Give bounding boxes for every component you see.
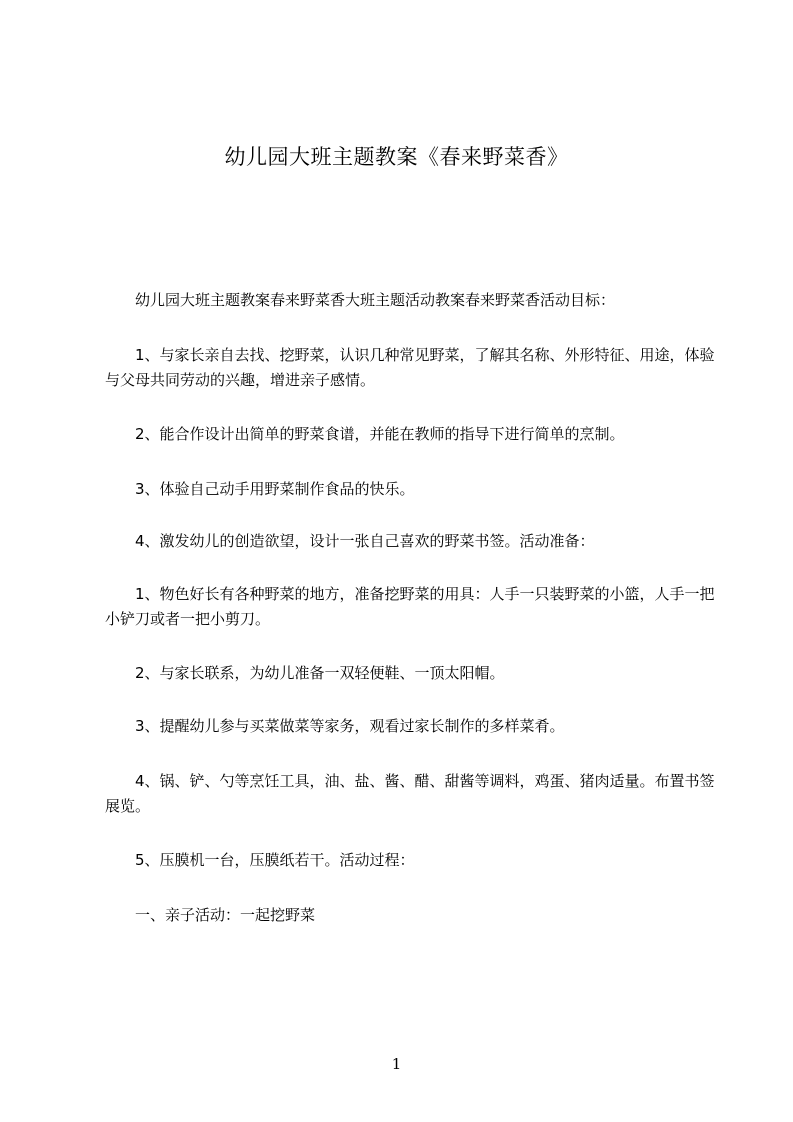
paragraph-goal-3: 3、体验自己动手用野菜制作食品的快乐。 — [135, 480, 415, 498]
document-title: 幼儿园大班主题教案《春来野菜香》 — [224, 145, 569, 169]
paragraph-goal-2: 2、能合作设计出简单的野菜食谱，并能在教师的指导下进行简单的烹制。 — [135, 425, 625, 443]
paragraph-goal-4: 4、激发幼儿的创造欲望，设计一张自己喜欢的野菜书签。活动准备： — [135, 532, 595, 550]
paragraph-prep-3: 3、提醒幼儿参与买菜做菜等家务，观看过家长制作的多样菜肴。 — [135, 717, 565, 735]
page-number: 1 — [391, 1055, 402, 1073]
paragraph-prep-4: 4、锅、铲、勺等烹饪工具，油、盐、酱、醋、甜酱等调料，鸡蛋、猪肉适量。布置书签展览。 — [105, 772, 715, 815]
paragraph-goal-1: 1、与家长亲自去找、挖野菜，认识几种常见野菜，了解其名称、外形特征、用途，体验与父母共同劳动的兴趣，增进亲子感情。 — [105, 346, 715, 389]
paragraph-prep-1: 1、物色好长有各种野菜的地方，准备挖野菜的用具：人手一只装野菜的小篮，人手一把小铲刀或者一把小剪刀。 — [105, 585, 715, 628]
paragraph-process-1: 一、亲子活动：一起挖野菜 — [135, 906, 316, 924]
paragraph-intro: 幼儿园大班主题教案春来野菜香大班主题活动教案春来野菜香活动目标： — [135, 291, 616, 309]
paragraph-prep-5: 5、压膜机一台，压膜纸若干。活动过程： — [135, 851, 415, 869]
paragraph-prep-2: 2、与家长联系，为幼儿准备一双轻便鞋、一顶太阳帽。 — [135, 664, 505, 682]
